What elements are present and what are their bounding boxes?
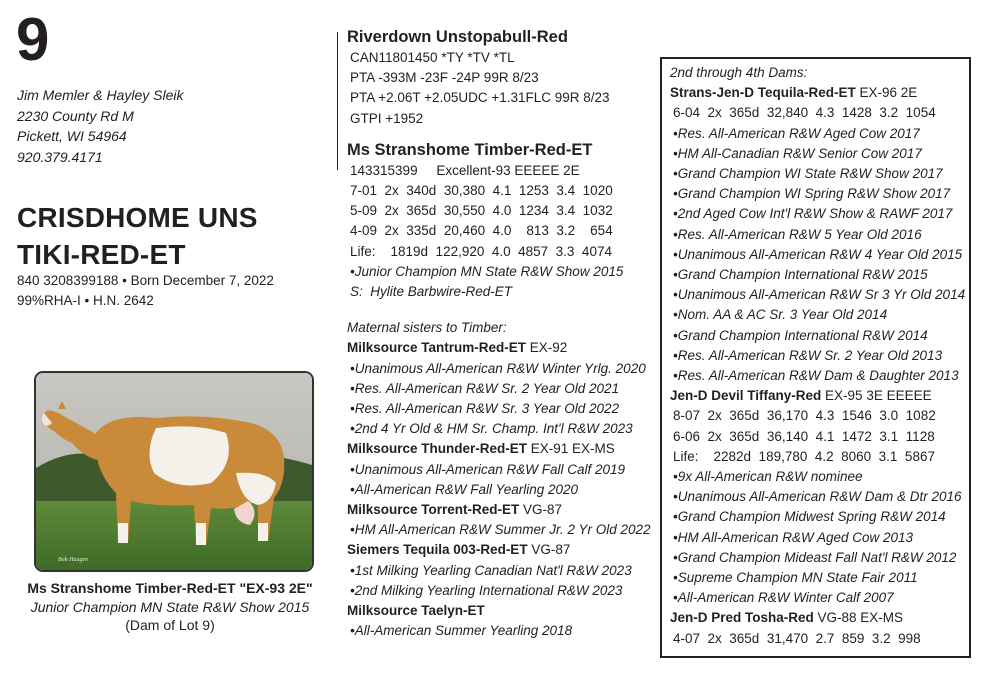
cow-illustration [36, 373, 312, 570]
caption-award: Junior Champion MN State R&W Show 2015 [30, 598, 310, 615]
dam3-award: •Unanimous All-American R&W Dam & Dtr 2016 [673, 489, 962, 505]
sister-award: •Unanimous All-American R&W Winter Yrlg. 2020 [350, 360, 646, 376]
dam-name: Ms Stranshome Timber-Red-ET [347, 140, 593, 159]
dam3-award: •Grand Champion Midwest Spring R&W 2014 [673, 509, 946, 525]
sire-line: GTPI +1952 [350, 110, 424, 126]
dam3-name-text: Jen-D Devil Tiffany-Red [670, 388, 822, 404]
sister-name-text: Milksource Torrent-Red-ET [347, 502, 520, 518]
dam-record: 5-09 2x 365d 30,550 4.0 1234 3.4 1032 [350, 203, 613, 219]
dam2-award: •Unanimous All-American R&W Sr 3 Yr Old 2014 [673, 287, 966, 303]
dam2-award: •HM All-Canadian R&W Senior Cow 2017 [673, 145, 922, 161]
sister-score: EX-92 [526, 340, 568, 356]
dam4-name-text: Jen-D Pred Tosha-Red [670, 610, 814, 626]
sister-award: •Res. All-American R&W Sr. 3 Year Old 2022 [350, 401, 620, 417]
sire-line: CAN11801450 *TY *TV *TL [350, 50, 515, 65]
animal-name-line2: TIKI-RED-ET [17, 239, 186, 270]
dam2-name [670, 83, 970, 103]
dam2-award: •Res. All-American R&W Dam & Daughter 2013 [673, 368, 959, 384]
caption-title: Ms Stranshome Timber-Red-ET "EX-93 2E" [27, 580, 313, 596]
dam3-award: •All-American R&W Winter Calf 2007 [673, 590, 894, 606]
dam2-award: •Unanimous All-American R&W 4 Year Old 2015 [673, 246, 963, 262]
dam2-award: •Res. All-American R&W Aged Cow 2017 [673, 125, 920, 141]
dam-record: 4-09 2x 335d 20,460 4.0 813 3.2 654 [350, 223, 613, 239]
animal-registration [17, 271, 274, 311]
dam3-name [670, 386, 970, 406]
sister-score: EX-91 EX-MS [527, 441, 615, 457]
dam2-award: •Grand Champion WI State R&W Show 2017 [673, 166, 943, 182]
consignor-city: Pickett, WI 54964 [17, 128, 127, 144]
animal-name-line1: CRISDHOME UNS [17, 202, 258, 233]
sister-award: •HM All-American R&W Summer Jr. 2 Yr Old 2022 [350, 522, 651, 538]
dam2-award: •2nd Aged Cow Int'l R&W Show & RAWF 2017 [673, 206, 953, 222]
consignor-address: 2230 County Rd M [17, 107, 134, 124]
dam-reg: 143315399 Excellent-93 EEEEE 2E [350, 162, 580, 178]
dam3-award: •Supreme Champion MN State Fair 2011 [673, 570, 918, 586]
dam4-record: 4-07 2x 365d 31,470 2.7 859 3.2 998 [673, 630, 921, 646]
dam3-score: EX-95 3E EEEEE [821, 388, 932, 404]
dam3-award: •Grand Champion Mideast Fall Nat'l R&W 2012 [673, 549, 957, 565]
lot-number: 9 [16, 6, 50, 73]
sister-name [347, 601, 659, 621]
dam-record: Life: 1819d 122,920 4.0 4857 3.3 4074 [350, 243, 612, 259]
consignor-block [17, 85, 183, 167]
sire-name: Riverdown Unstopabull-Red [347, 28, 568, 46]
dams-heading: 2nd through 4th Dams: [670, 65, 808, 80]
dams-content [670, 63, 970, 649]
sister-name [347, 540, 659, 560]
sister-award: •2nd Milking Yearling International R&W 2023 [350, 582, 623, 598]
dam-award: •Junior Champion MN State R&W Show 2015 [350, 263, 624, 279]
sister-award: •2nd 4 Yr Old & HM Sr. Champ. Int'l R&W 2023 [350, 421, 633, 437]
dam4-name [670, 608, 970, 628]
caption-note: (Dam of Lot 9) [125, 617, 215, 633]
maternal-heading: Maternal sisters to Timber: [347, 320, 507, 336]
dam3-record: 6-06 2x 365d 36,140 4.1 1472 3.1 1128 [673, 428, 935, 444]
sister-award: •1st Milking Yearling Canadian Nat'l R&W 2023 [350, 562, 632, 578]
sister-award: •Unanimous All-American R&W Fall Calf 2019 [350, 461, 626, 477]
sister-award: •All-American R&W Fall Yearling 2020 [350, 481, 579, 497]
sister-award: •All-American Summer Yearling 2018 [350, 623, 573, 639]
rha-line: 99%RHA-I • H.N. 2642 [17, 293, 154, 308]
animal-name [17, 199, 258, 273]
sister-name [347, 500, 659, 520]
dam2-award: •Res. All-American R&W Sr. 2 Year Old 2013 [673, 347, 943, 363]
consignor-phone: 920.379.4171 [17, 148, 103, 165]
dam4-score: VG-88 EX-MS [813, 610, 904, 626]
dam-record: 7-01 2x 340d 30,380 4.1 1253 3.4 1020 [350, 183, 613, 199]
sister-score: VG-87 [519, 502, 563, 518]
dam3-record: 8-07 2x 365d 36,170 4.3 1546 3.0 1082 [673, 408, 936, 424]
pedigree-middle [347, 27, 659, 641]
sister-name [347, 439, 659, 459]
dam3-record: Life: 2282d 189,780 4.2 8060 3.1 5867 [673, 448, 935, 464]
dam2-award: •Res. All-American R&W 5 Year Old 2016 [673, 226, 922, 242]
sire-line: PTA -393M -23F -24P 99R 8/23 [350, 70, 539, 86]
dam2-name-text: Strans-Jen-D Tequila-Red-ET [670, 85, 856, 101]
sister-name-text: Milksource Taelyn-ET [347, 603, 485, 619]
sister-score: VG-87 [527, 542, 571, 558]
sister-name [347, 338, 659, 358]
dam-sire: S: Hylite Barbwire-Red-ET [350, 284, 513, 300]
consignor-name: Jim Memler & Hayley Sleik [17, 87, 184, 103]
dam2-record: 6-04 2x 365d 32,840 4.3 1428 3.2 1054 [673, 105, 936, 121]
photo-watermark: Bob Haugen [58, 557, 89, 563]
dam2-award: •Nom. AA & AC Sr. 3 Year Old 2014 [673, 307, 888, 323]
dam3-award: •HM All-American R&W Aged Cow 2013 [673, 529, 914, 545]
cow-photo [34, 371, 314, 572]
sister-name-text: Milksource Thunder-Red-ET [347, 441, 528, 457]
dam2-award: •Grand Champion WI Spring R&W Show 2017 [673, 186, 951, 202]
sister-award: •Res. All-American R&W Sr. 2 Year Old 2021 [350, 380, 620, 396]
photo-caption [14, 579, 326, 635]
dam3-award: •9x All-American R&W nominee [673, 469, 863, 485]
divider-line [337, 32, 338, 170]
sister-name-text: Milksource Tantrum-Red-ET [347, 340, 527, 356]
dam2-award: •Grand Champion International R&W 2014 [673, 327, 928, 343]
sister-name-text: Siemers Tequila 003-Red-ET [347, 542, 528, 558]
dam2-award: •Grand Champion International R&W 2015 [673, 267, 928, 283]
reg-line: 840 3208399188 • Born December 7, 2022 [17, 273, 274, 288]
sire-line: PTA +2.06T +2.05UDC +1.31FLC 99R 8/23 [350, 90, 610, 106]
dam2-score: EX-96 2E [855, 85, 918, 101]
